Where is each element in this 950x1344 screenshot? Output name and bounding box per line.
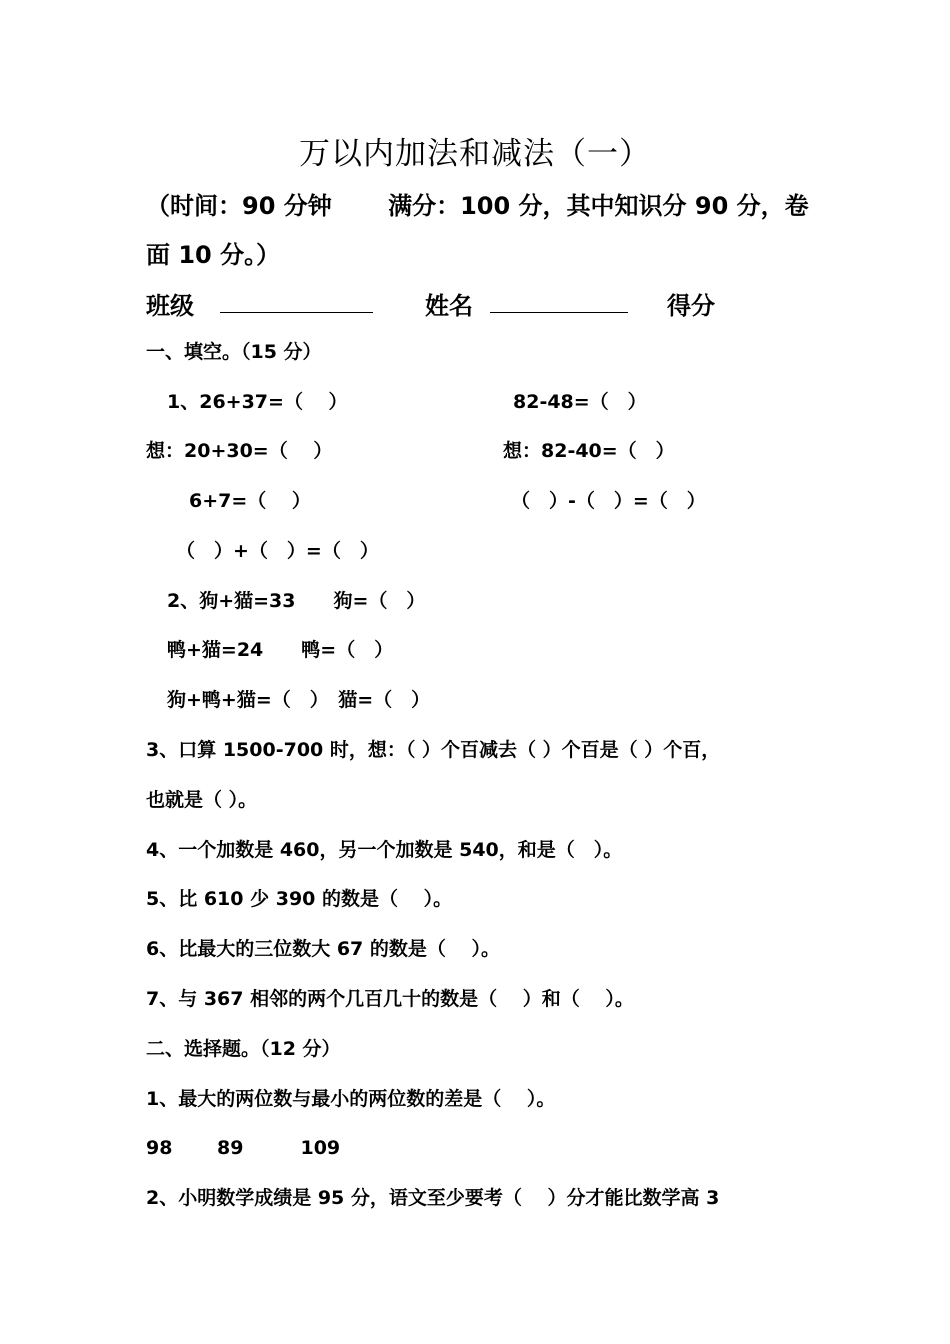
question-1-right: 82-48=（ ） xyxy=(513,391,647,413)
page-title: 万以内加法和减法（一） xyxy=(299,136,651,172)
sum-left: （ ）+（ ）=（ ） xyxy=(176,540,379,562)
question-2-b: 鸭+猫=24 鸭=（ ） xyxy=(167,639,394,661)
step-right: （ ）-（ ）=（ ） xyxy=(511,490,706,512)
question-3-cont: 也就是（ ）。 xyxy=(146,789,258,811)
question-3: 3、口算 1500-700 时，想：（ ）个百减去（ ）个百是（ ）个百， xyxy=(146,739,721,761)
think-left: 想：20+30=（ ） xyxy=(146,440,333,462)
question-7: 7、与 367 相邻的两个几百几十的数是（ ）和（ ）。 xyxy=(146,988,634,1010)
score-label: 得分 xyxy=(667,292,715,320)
section2-heading: 二、选择题。（12 分） xyxy=(146,1038,341,1060)
question-5: 5、比 610 少 390 的数是（ ）。 xyxy=(146,888,453,910)
choice-question-1: 1、最大的两位数与最小的两位数的差是（ ）。 xyxy=(146,1088,556,1110)
think-right: 想：82-40=（ ） xyxy=(503,440,675,462)
question-4: 4、一个加数是 460，另一个加数是 540，和是（ ）。 xyxy=(146,839,623,861)
question-1-left: 1、26+37=（ ） xyxy=(167,391,348,413)
class-label: 班级 xyxy=(146,292,194,320)
step-left: 6+7=（ ） xyxy=(189,490,311,512)
name-label: 姓名 xyxy=(425,292,473,320)
choice-question-1-options: 98 89 109 xyxy=(146,1137,341,1159)
exam-info-line: （时间：90 分钟 满分：100 分，其中知识分 90 分，卷 xyxy=(146,192,809,220)
exam-info-line-cont: 面 10 分。） xyxy=(146,241,281,269)
question-6: 6、比最大的三位数大 67 的数是（ ）。 xyxy=(146,938,501,960)
question-2-c: 狗+鸭+猫=（ ） 猫=（ ） xyxy=(167,689,431,711)
choice-question-2: 2、小明数学成绩是 95 分，语文至少要考（ ）分才能比数学高 3 xyxy=(146,1187,720,1209)
question-2-a: 2、狗+猫=33 狗=（ ） xyxy=(167,590,426,612)
name-blank[interactable] xyxy=(490,292,628,313)
class-blank[interactable] xyxy=(220,292,373,313)
section1-heading: 一、填空。（15 分） xyxy=(146,341,322,363)
